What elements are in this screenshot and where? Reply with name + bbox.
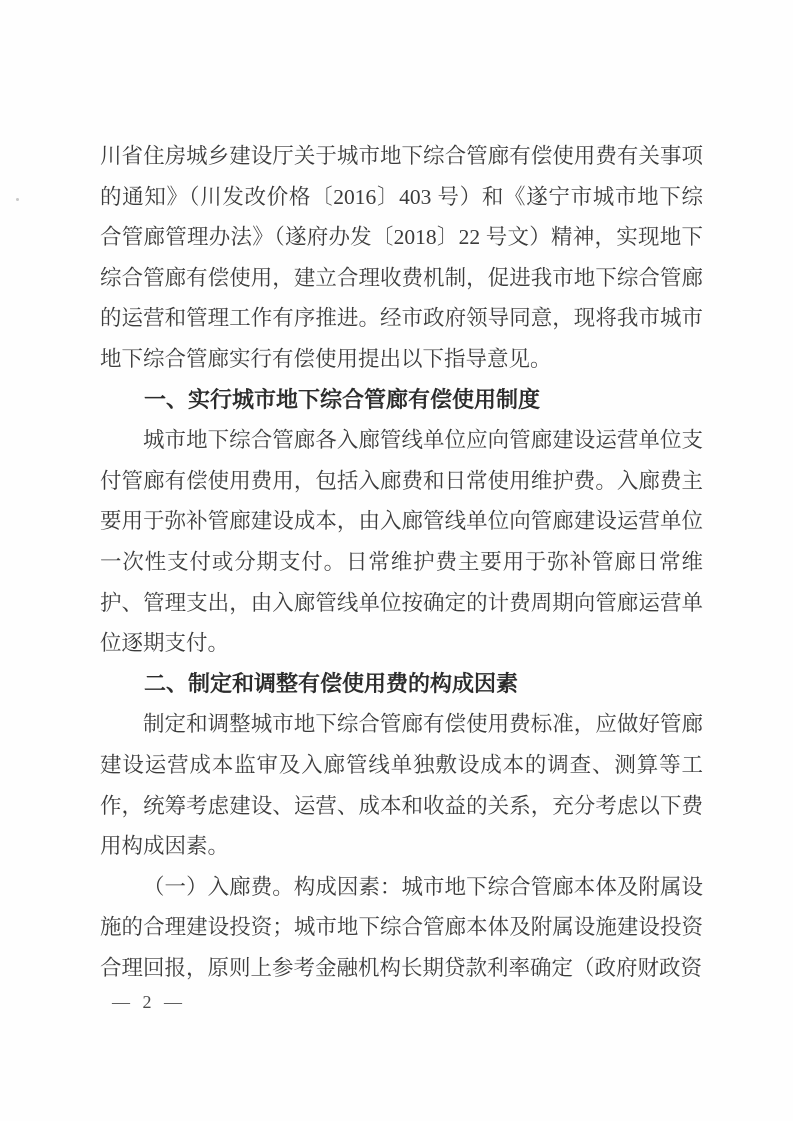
body-paragraph: 城市地下综合管廊各入廊管线单位应向管廊建设运营单位支付管廊有偿使用费用，包括入廊费和日常使用维护费。入廊费主要用于弥补管廊建设成本，由入廊管线单位向管廊建设运营单位一次性支付或分期支付。日常维护费主要用于弥补管廊日常维护、管理支出，由入廊管线单位按确定的计费周期向管廊运营单位逐期支付。: [100, 428, 703, 656]
body-paragraph: （一）入廊费。构成因素：城市地下综合管廊本体及附属设施的合理建设投资；城市地下综合管廊本体及附属设施建设投资合理回报，原则上参考金融机构长期贷款利率确定（政府财政资: [100, 874, 703, 980]
section-heading: 一、实行城市地下综合管廊有偿使用制度: [144, 386, 541, 412]
body-paragraph: 川省住房城乡建设厅关于城市地下综合管廊有偿使用费有关事项的通知》（川发改价格〔2016〕403 号）和《遂宁市城市地下综合管廊管理办法》（遂府办发〔2018〕22 号文）精神，实现地下综合管廊有偿使用，建立合理收费机制，促进我市地下综合管廊的运营和管理工作有序推进。经市政府领导同意，现将我市城市地下综合管廊实行有偿使用提出以下指导意见。: [100, 144, 703, 371]
section-heading: 二、制定和调整有偿使用费的构成因素: [144, 670, 519, 696]
document-body: [100, 136, 703, 988]
body-paragraph: 制定和调整城市地下综合管廊有偿使用费标准，应做好管廊建设运营成本监审及入廊管线单独敷设成本的调查、测算等工作，统筹考虑建设、运营、成本和收益的关系，充分考虑以下费用构成因素。: [100, 712, 703, 859]
scan-speck: [16, 198, 19, 201]
page-number: — 2 —: [112, 992, 186, 1012]
